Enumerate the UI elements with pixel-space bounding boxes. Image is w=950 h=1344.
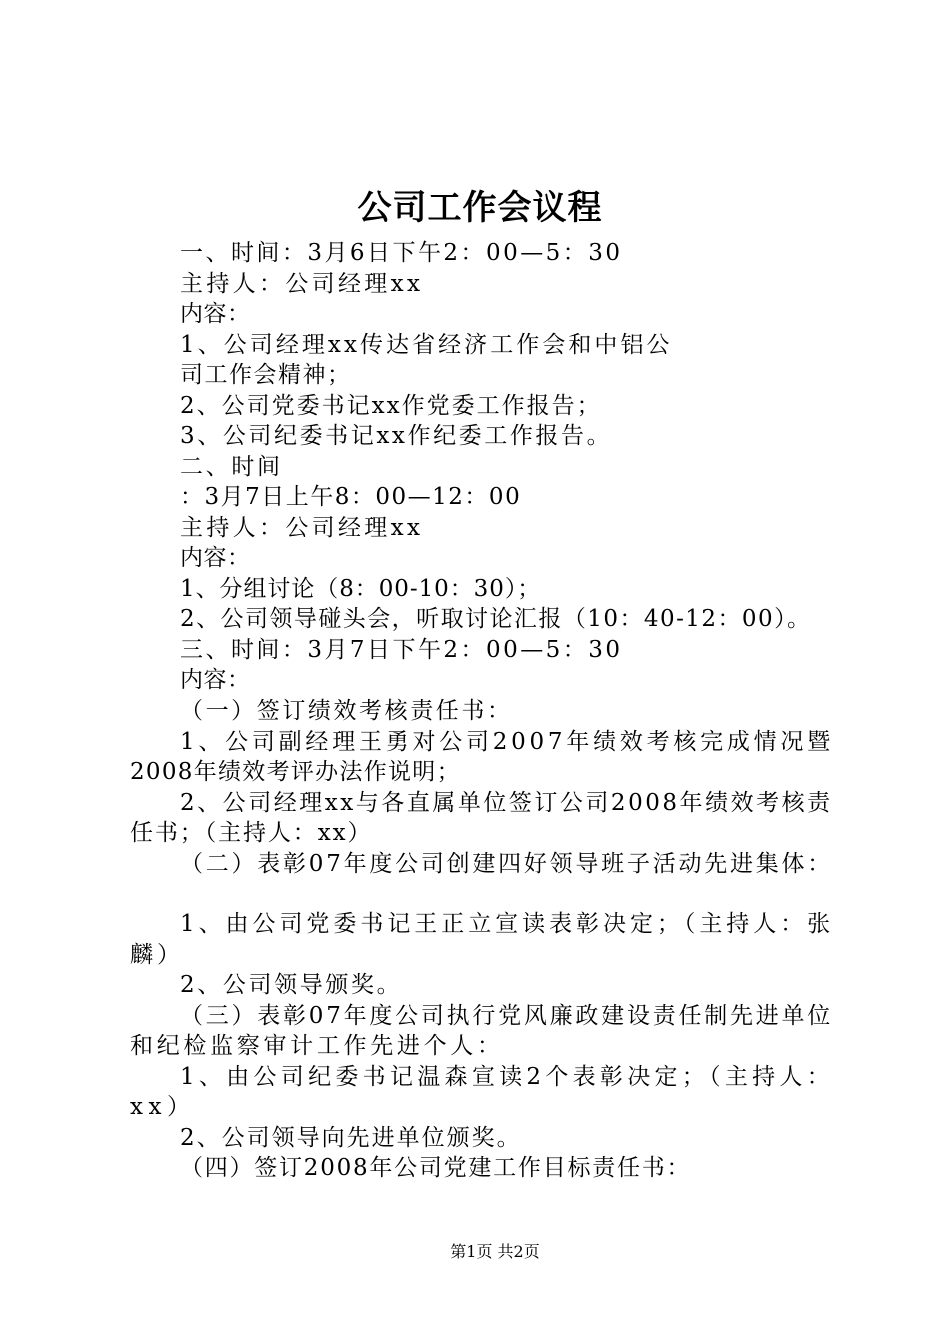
text-line: 二、时间 bbox=[180, 454, 283, 480]
text-line: 2008年绩效考评办法作说明； bbox=[130, 759, 461, 785]
text-line: 2、公司经理xx与各直属单位签订公司2008年绩效考核责 bbox=[180, 790, 833, 816]
text-line: 2、公司领导颁奖。 bbox=[180, 972, 403, 998]
text-line: 主持人：公司经理xx bbox=[180, 271, 424, 297]
text-line: 内容： bbox=[180, 545, 251, 571]
text-line: 麟） bbox=[130, 942, 184, 968]
text-line: 2、公司领导向先进单位颁奖。 bbox=[180, 1125, 522, 1151]
text-line: 1、公司经理xx传达省经济工作会和中铝公 bbox=[180, 332, 673, 358]
text-line: （三）表彰07年度公司执行党风廉政建设责任制先进单位 bbox=[180, 1003, 834, 1029]
text-line: 和纪检监察审计工作先进个人： bbox=[130, 1033, 504, 1059]
document-title: 公司工作会议程 bbox=[357, 188, 603, 228]
text-line: 1、由公司党委书记王正立宣读表彰决定；（主持人：张 bbox=[180, 911, 835, 937]
text-line: 三、时间：3月7日下午2：00—5：30 bbox=[180, 637, 623, 663]
text-line: 2、公司党委书记xx作党委工作报告； bbox=[180, 393, 602, 419]
text-line: 内容： bbox=[180, 301, 251, 327]
text-line: （四）签订2008年公司党建工作目标责任书： bbox=[180, 1155, 692, 1181]
text-line: 主持人：公司经理xx bbox=[180, 515, 424, 541]
text-line: 1、分组讨论（8：00-10：30）； bbox=[180, 576, 542, 602]
text-line: xx） bbox=[130, 1094, 196, 1120]
text-line: 1、公司副经理王勇对公司2007年绩效考核完成情况暨 bbox=[180, 729, 834, 755]
text-line: 2、公司领导碰头会，听取讨论汇报（10：40-12：00）。 bbox=[180, 606, 812, 632]
text-line: 一、时间：3月6日下午2：00—5：30 bbox=[180, 240, 623, 266]
text-line: 内容： bbox=[180, 667, 251, 693]
text-line: 3、公司纪委书记xx作纪委工作报告。 bbox=[180, 423, 613, 449]
text-line: 1、由公司纪委书记温森宣读2个表彰决定；（主持人： bbox=[180, 1064, 835, 1090]
text-line: ：3月7日上午8：00—12：00 bbox=[180, 484, 522, 510]
page-footer: 第1页 共2页 bbox=[450, 1242, 540, 1261]
text-line: （二）表彰07年度公司创建四好领导班子活动先进集体： bbox=[180, 851, 834, 877]
text-line: （一）签订绩效考核责任书： bbox=[180, 698, 513, 724]
text-line: 司工作会精神； bbox=[180, 362, 352, 388]
text-line: 任书；（主持人：xx） bbox=[130, 820, 373, 846]
